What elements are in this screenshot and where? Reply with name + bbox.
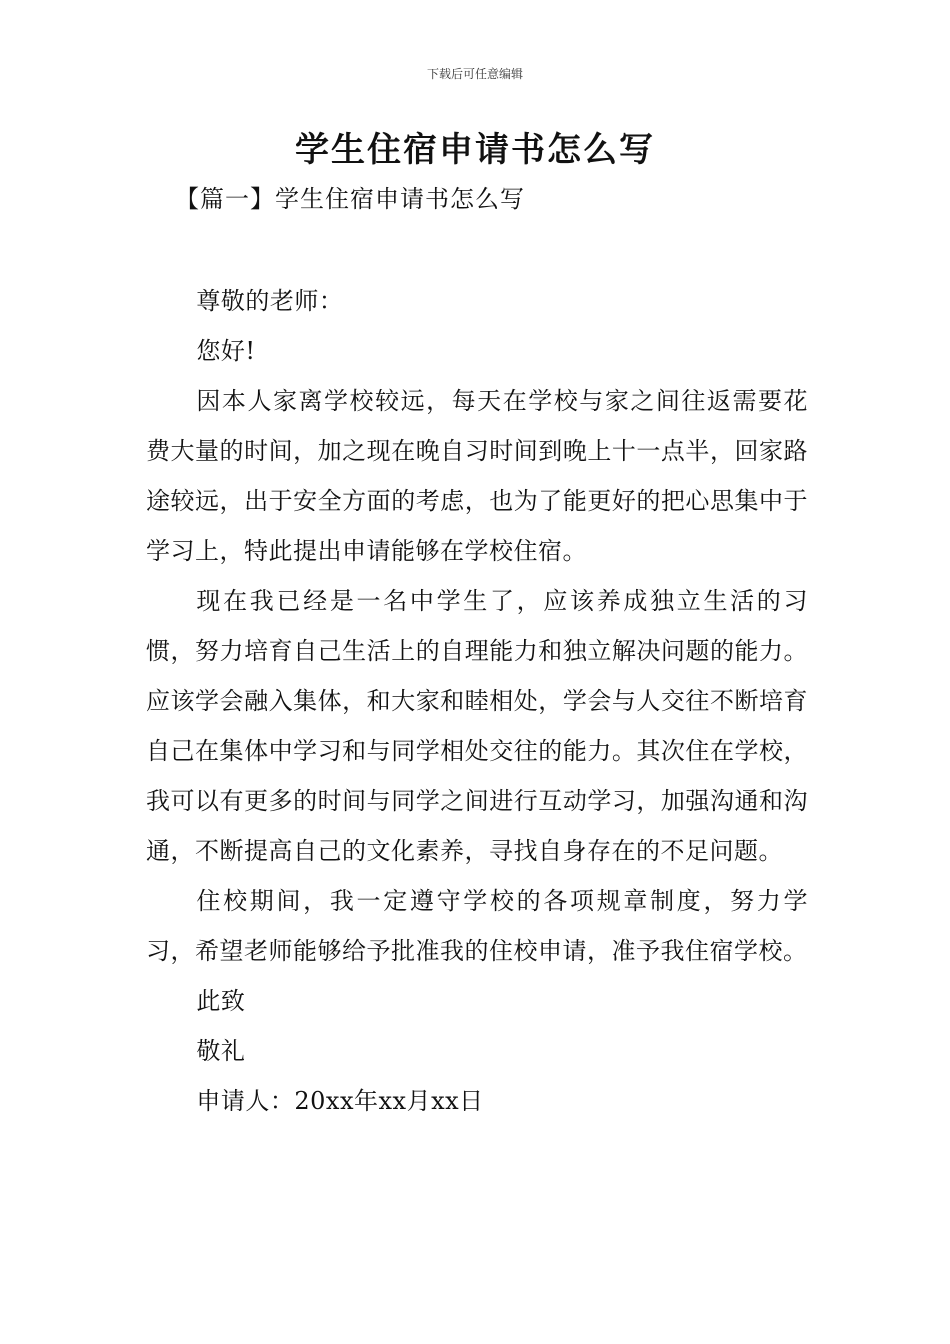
paragraph: 住校期间，我一定遵守学校的各项规章制度，努力学习，希望老师能够给予批准我的住校申请，准予我住宿学校。: [146, 887, 808, 965]
document-title: 学生住宿申请书怎么写: [295, 130, 655, 170]
paragraph: 因本人家离学校较远，每天在学校与家之间往返需要花费大量的时间，加之现在晚自习时间到晚上十一点半，回家路途较远，出于安全方面的考虑，也为了能更好的把心思集中于学习上，特此提出申请能够在学校住宿。: [146, 387, 808, 565]
section-subtitle: 【篇一】学生住宿申请书怎么写: [175, 185, 525, 213]
header-note: 下载后可任意编辑: [426, 67, 523, 81]
paragraph: 现在我已经是一名中学生了，应该养成独立生活的习惯，努力培育自己生活上的自理能力和独立解决问题的能力。应该学会融入集体，和大家和睦相处，学会与人交往不断培育自己在集体中学习和与同学相处交往的能力。其次住在学校，我可以有更多的时间与同学之间进行互动学习，加强沟通和沟通，不断提高自己的文化素养，寻找自身存在的不足问题。: [146, 587, 808, 865]
salutation: 尊敬的老师：: [196, 287, 344, 315]
letter-body: [146, 276, 808, 1126]
signature-line: 申请人：20xx年xx月xx日: [196, 1087, 484, 1115]
closing-line: 此致: [196, 987, 246, 1015]
greeting: 您好!: [196, 337, 256, 365]
closing-line: 敬礼: [196, 1037, 246, 1065]
